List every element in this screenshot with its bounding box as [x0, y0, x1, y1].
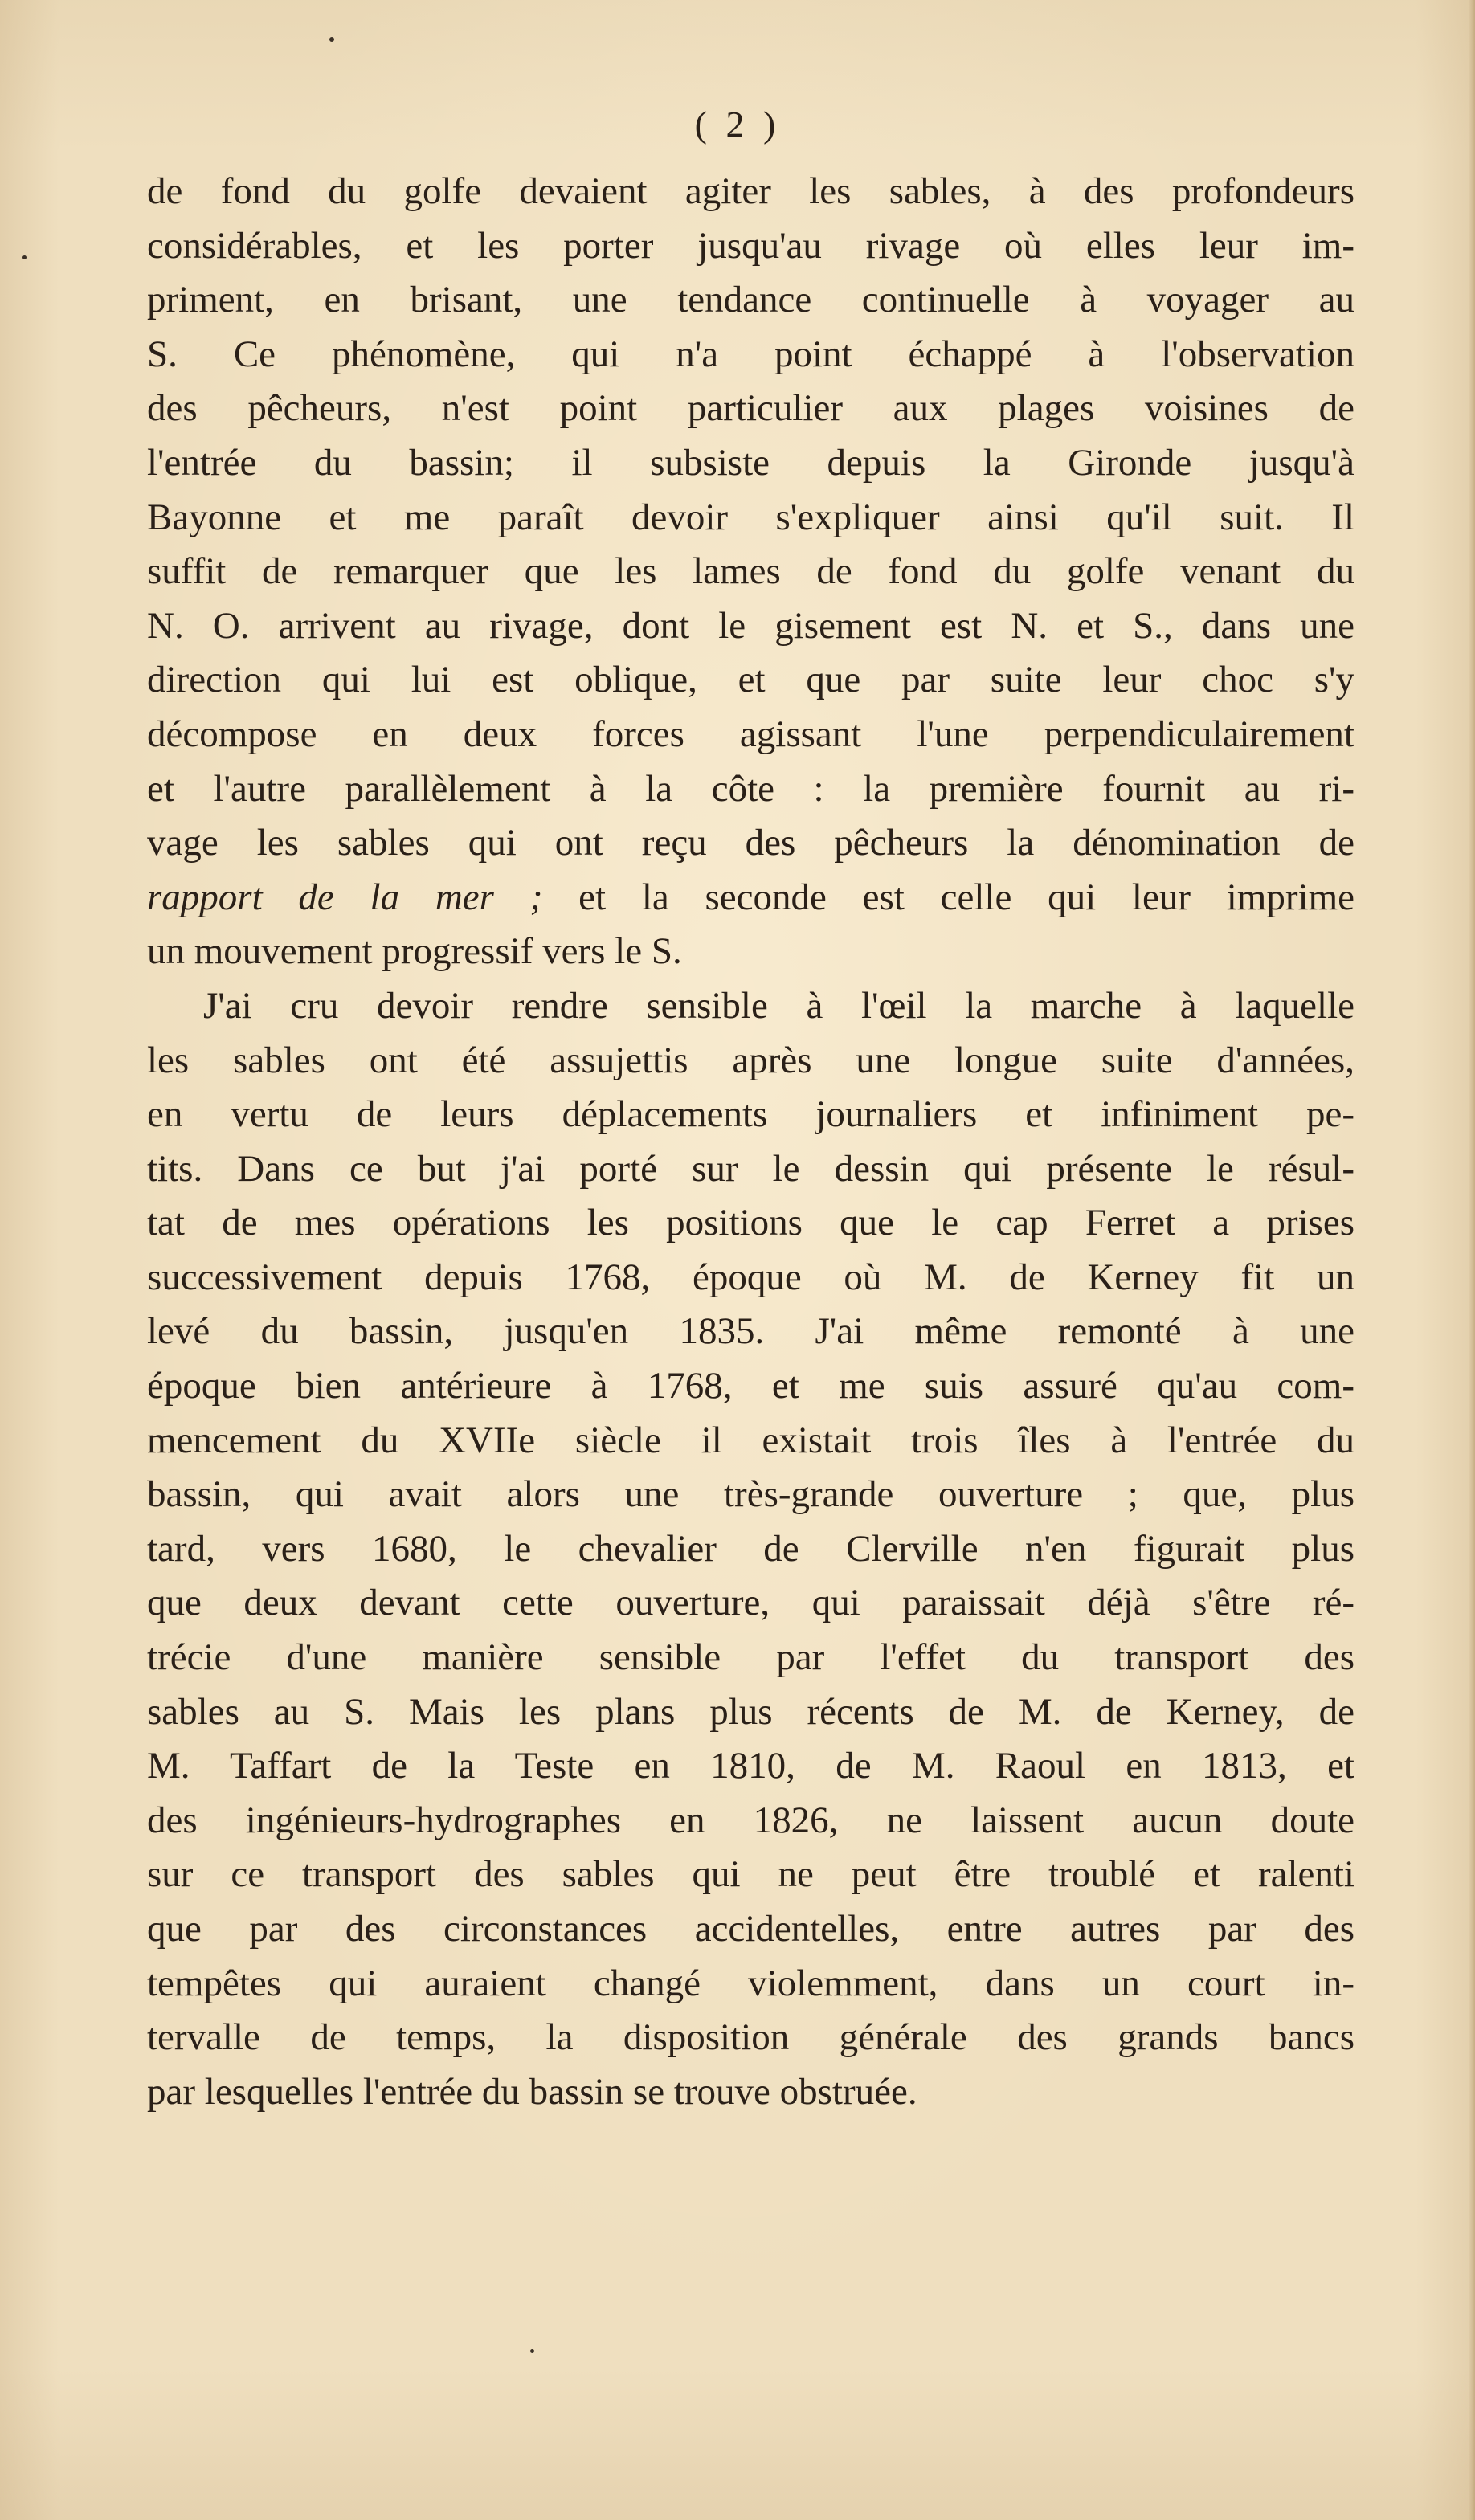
- text-line: vage les sables qui ont reçu des pêcheurs la dénomination de: [147, 822, 1354, 864]
- text-line: direction qui lui est oblique, et que par suite leur choc s'y: [147, 659, 1354, 701]
- text-line: tat de mes opérations les positions que le cap Ferret a prises: [147, 1202, 1354, 1244]
- text-line: de fond du golfe devaient agiter les sables, à des profondeurs: [147, 170, 1354, 212]
- text-line: l'entrée du bassin; il subsiste depuis la Gironde jusqu'à: [147, 441, 1354, 484]
- text-line: des pêcheurs, n'est point particulier aux plages voisines de: [147, 387, 1354, 430]
- italic-phrase: rapport de la mer ;: [147, 876, 543, 918]
- text-line: trécie d'une manière sensible par l'effet du transport des: [147, 1636, 1354, 1679]
- text-line: tits. Dans ce but j'ai porté sur le dessin qui présente le résul-: [147, 1147, 1354, 1190]
- text-line: décompose en deux forces agissant l'une perpendiculairement: [147, 713, 1354, 755]
- text-line: que deux devant cette ouverture, qui paraissait déjà s'être ré-: [147, 1582, 1354, 1624]
- page-number: ( 2 ): [694, 104, 781, 145]
- text-line: époque bien antérieure à 1768, et me suis assuré qu'au com-: [147, 1365, 1354, 1407]
- paper-speck: [329, 37, 334, 42]
- paper-speck: [22, 255, 27, 259]
- text-line-rest: et la seconde est celle qui leur imprime: [542, 876, 1354, 918]
- body-text: [147, 165, 1354, 2119]
- text-line: des ingénieurs-hydrographes en 1826, ne laissent aucun doute: [147, 1799, 1354, 1841]
- text-line: suffit de remarquer que les lames de fond du golfe venant du: [147, 550, 1354, 593]
- text-line: sables au S. Mais les plans plus récents de M. de Kerney, de: [147, 1690, 1354, 1733]
- text-line: priment, en brisant, une tendance continuelle à voyager au: [147, 279, 1354, 321]
- text-line: et l'autre parallèlement à la côte : la première fournit au ri-: [147, 767, 1354, 810]
- text-line: M. Taffart de la Teste en 1810, de M. Raoul en 1813, et: [147, 1745, 1354, 1787]
- text-line: N. O. arrivent au rivage, dont le gisement est N. et S., dans une: [147, 604, 1354, 647]
- text-line: tard, vers 1680, le chevalier de Clerville n'en figurait plus: [147, 1527, 1354, 1570]
- text-line: en vertu de leurs déplacements journaliers et infiniment pe-: [147, 1093, 1354, 1136]
- text-line: Bayonne et me paraît devoir s'expliquer ainsi qu'il suit. Il: [147, 496, 1354, 538]
- text-line: S. Ce phénomène, qui n'a point échappé à l'observation: [147, 333, 1354, 375]
- text-line-italic: [147, 871, 1354, 925]
- text-line: considérables, et les porter jusqu'au rivage où elles leur im-: [147, 224, 1354, 267]
- text-line: tempêtes qui auraient changé violemment, dans un court in-: [147, 1962, 1354, 2004]
- text-line: que par des circonstances accidentelles, entre autres par des: [147, 1908, 1354, 1950]
- paper-speck: [530, 2349, 534, 2353]
- text-line: sur ce transport des sables qui ne peut être troublé et ralenti: [147, 1853, 1354, 1896]
- text-line: levé du bassin, jusqu'en 1835. J'ai même remonté à une: [147, 1310, 1354, 1353]
- paragraph-end-line: par lesquelles l'entrée du bassin se trouve obstruée.: [147, 2070, 917, 2113]
- text-line: tervalle de temps, la disposition générale des grands bancs: [147, 2016, 1354, 2059]
- paragraph-end-line: un mouvement progressif vers le S.: [147, 930, 682, 973]
- text-line: les sables ont été assujettis après une longue suite d'années,: [147, 1039, 1354, 1081]
- text-line: bassin, qui avait alors une très-grande ouverture ; que, plus: [147, 1473, 1354, 1516]
- page-edge-shadow: [1469, 0, 1475, 2520]
- text-line: mencement du XVIIe siècle il existait trois îles à l'entrée du: [147, 1419, 1354, 1461]
- paragraph-start-line: J'ai cru devoir rendre sensible à l'œil la marche à laquelle: [203, 984, 1354, 1027]
- text-line: successivement depuis 1768, époque où M. de Kerney fit un: [147, 1256, 1354, 1298]
